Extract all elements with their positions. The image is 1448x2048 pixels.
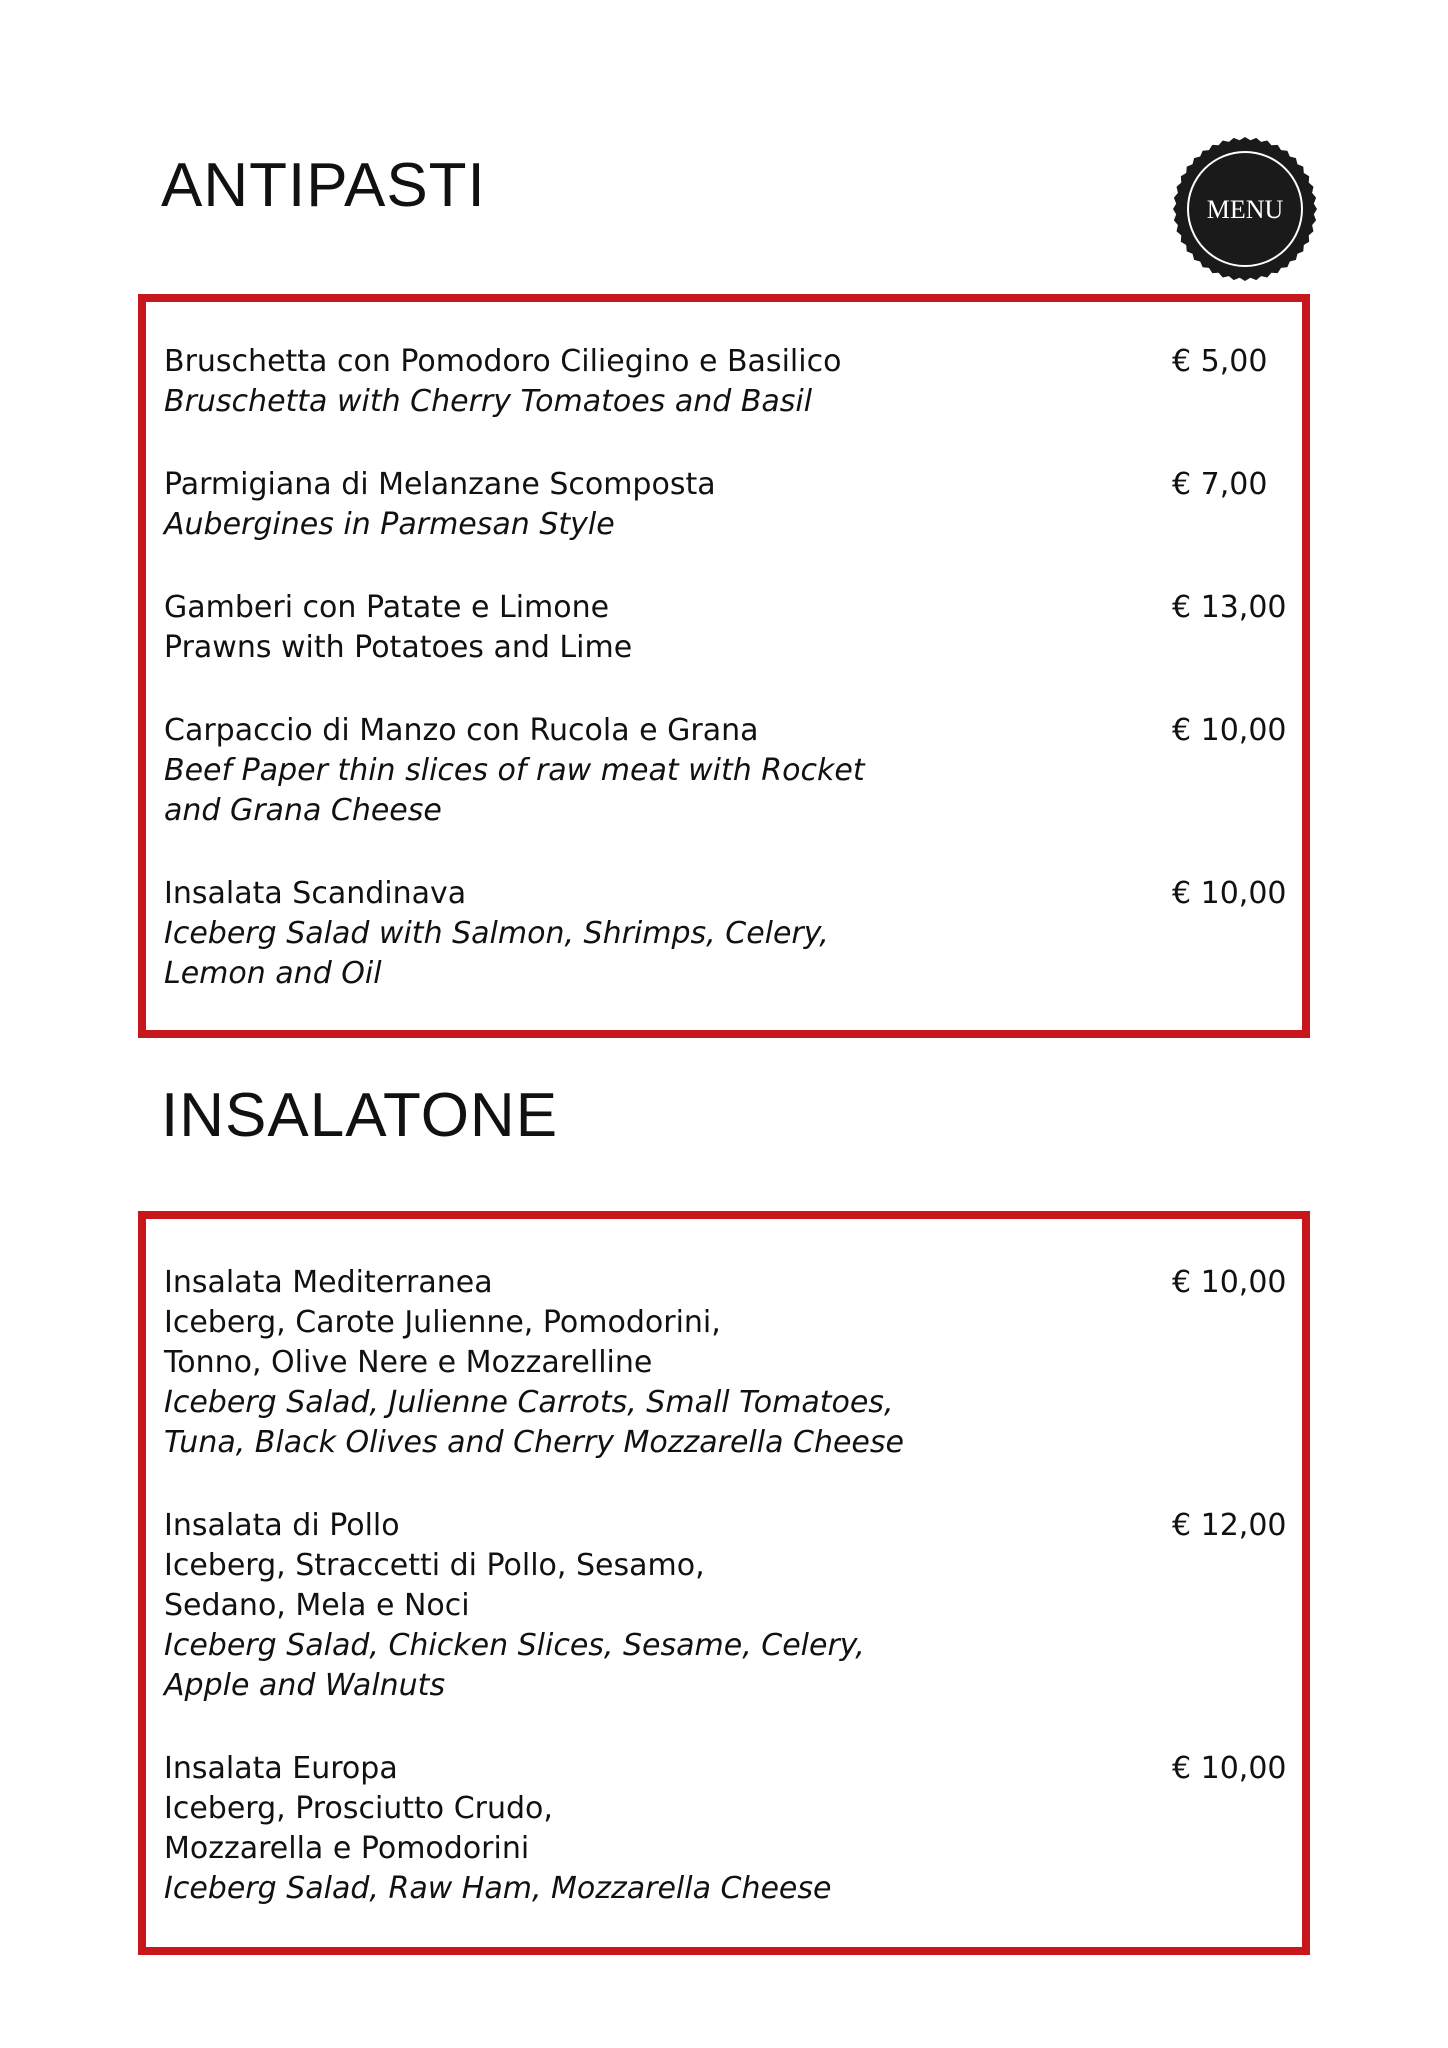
menu-item bbox=[164, 1749, 1287, 1909]
insalatone-items bbox=[164, 1263, 1287, 1952]
item-line: Carpaccio di Manzo con Rucola e Grana bbox=[164, 713, 759, 748]
item-line: Iceberg Salad, Raw Ham, Mozzarella Cheese bbox=[164, 1871, 832, 1906]
menu-badge-label: MENU bbox=[1206, 195, 1284, 224]
item-price: € 10,00 bbox=[1172, 876, 1287, 911]
item-line: Mozzarella e Pomodorini bbox=[164, 1831, 530, 1866]
item-line: Tonno, Olive Nere e Mozzarelline bbox=[164, 1345, 653, 1380]
item-line: and Grana Cheese bbox=[164, 793, 442, 828]
item-line: Gamberi con Patate e Limone bbox=[164, 590, 610, 625]
menu-item bbox=[164, 711, 1287, 831]
item-line: Apple and Walnuts bbox=[164, 1668, 446, 1703]
item-line: Parmigiana di Melanzane Scomposta bbox=[164, 467, 716, 502]
item-price: € 10,00 bbox=[1172, 1751, 1287, 1786]
menu-item bbox=[164, 1263, 1287, 1463]
item-line: Tuna, Black Olives and Cherry Mozzarella Cheese bbox=[164, 1425, 904, 1460]
menu-item bbox=[164, 1506, 1287, 1706]
menu-item bbox=[164, 465, 1284, 545]
item-line: Bruschetta con Pomodoro Ciliegino e Basilico bbox=[164, 344, 842, 379]
item-line: Iceberg Salad, Julienne Carrots, Small Tomatoes, bbox=[164, 1385, 894, 1420]
section-title-insalatone: INSALATONE bbox=[161, 1081, 559, 1150]
antipasti-box bbox=[138, 294, 1310, 1038]
item-line: Iceberg Salad with Salmon, Shrimps, Celery, bbox=[164, 916, 829, 951]
menu-item bbox=[164, 588, 1287, 668]
item-line: Insalata di Pollo bbox=[164, 1508, 400, 1543]
item-line: Insalata Mediterranea bbox=[164, 1265, 493, 1300]
item-line: Sedano, Mela e Noci bbox=[164, 1588, 470, 1623]
item-price: € 10,00 bbox=[1172, 1265, 1287, 1300]
item-line: Iceberg Salad, Chicken Slices, Sesame, Celery, bbox=[164, 1628, 865, 1663]
item-line: Insalata Scandinava bbox=[164, 876, 467, 911]
item-line: Iceberg, Straccetti di Pollo, Sesamo, bbox=[164, 1548, 705, 1583]
item-line: Iceberg, Prosciutto Crudo, bbox=[164, 1791, 553, 1826]
section-title-antipasti: ANTIPASTI bbox=[161, 151, 486, 220]
item-line: Bruschetta with Cherry Tomatoes and Basil bbox=[164, 384, 813, 419]
item-price: € 10,00 bbox=[1172, 713, 1287, 748]
menu-item bbox=[164, 874, 1287, 994]
item-line: Prawns with Potatoes and Lime bbox=[164, 630, 633, 665]
menu-item bbox=[164, 342, 1284, 422]
item-line: Beef Paper thin slices of raw meat with Rocket bbox=[164, 753, 865, 788]
insalatone-box bbox=[138, 1211, 1310, 1955]
item-price: € 5,00 bbox=[1172, 344, 1268, 379]
item-price: € 13,00 bbox=[1172, 590, 1287, 625]
item-line: Lemon and Oil bbox=[164, 956, 382, 991]
menu-badge bbox=[1172, 136, 1318, 282]
menu-badge-icon bbox=[1172, 136, 1318, 282]
antipasti-items bbox=[164, 342, 1287, 1037]
item-price: € 7,00 bbox=[1172, 467, 1268, 502]
item-line: Insalata Europa bbox=[164, 1751, 398, 1786]
item-line: Iceberg, Carote Julienne, Pomodorini, bbox=[164, 1305, 721, 1340]
item-price: € 12,00 bbox=[1172, 1508, 1287, 1543]
item-line: Aubergines in Parmesan Style bbox=[164, 507, 615, 542]
